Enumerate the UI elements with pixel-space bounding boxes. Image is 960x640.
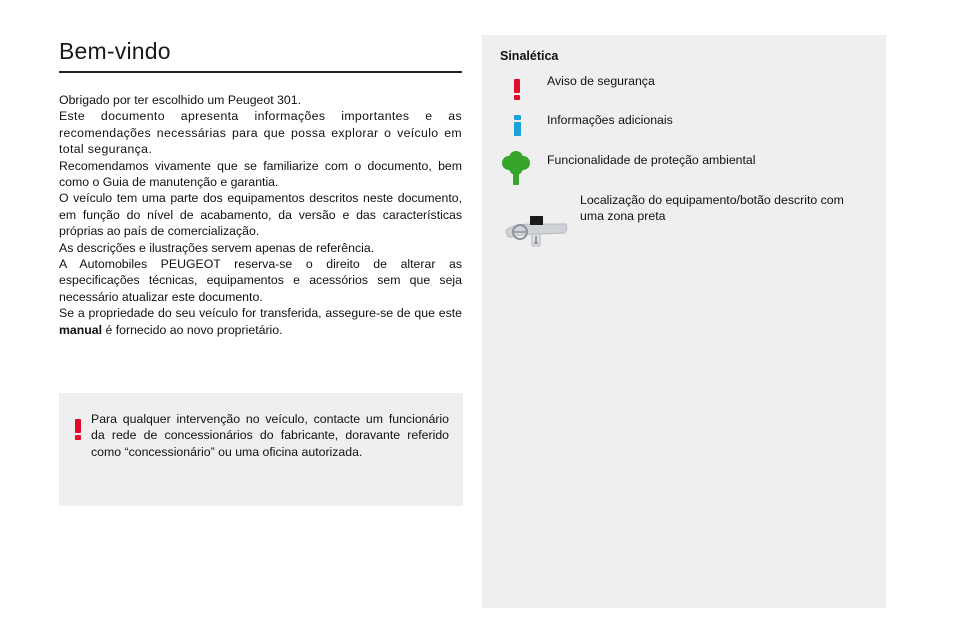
- legend-label: Aviso de segurança: [547, 74, 655, 88]
- environment-tree-icon: [502, 152, 530, 186]
- dashboard-location-icon: [504, 214, 568, 248]
- warning-icon-dot: [75, 435, 81, 440]
- intro-paragraph: [59, 305, 462, 338]
- warning-icon: [75, 419, 81, 440]
- warning-icon-bar: [75, 419, 81, 433]
- intro-text-fragment: Se a propriedade do seu veículo for transferida, assegure-se de que este: [59, 306, 462, 321]
- warning-icon-dot: [514, 95, 520, 100]
- title-divider: [59, 71, 462, 73]
- manual-keyword: manual: [59, 322, 103, 337]
- dealer-note-text: Para qualquer intervenção no veículo, contacte um funcionário da rede de concessionários do fabricante, doravante referido como “concessionário” ou uma oficina autorizada.: [91, 412, 449, 459]
- dealer-note-box: [59, 393, 463, 506]
- intro-paragraph: O veículo tem uma parte dos equipamentos descritos neste documento, em função do nível de acabamento, da versão e das características próprias ao país de comercialização.: [59, 191, 462, 239]
- legend-label: Localização do equipamento/botão descrito com uma zona preta: [580, 193, 844, 224]
- warning-icon-bar: [514, 79, 520, 93]
- tree-stem: [513, 168, 519, 185]
- legend-label: Funcionalidade de proteção ambiental: [547, 153, 756, 167]
- legend-heading: Sinalética: [500, 49, 559, 63]
- intro-text-fragment: é fornecido ao novo proprietário.: [102, 322, 283, 337]
- intro-paragraph: Recomendamos vivamente que se familiarize com o documento, bem como o Guia de manutenção e garantia.: [59, 158, 462, 190]
- intro-paragraph: Obrigado por ter escolhido um Peugeot 301.: [59, 93, 301, 107]
- info-icon: [514, 115, 521, 136]
- intro-paragraph: A Automobiles PEUGEOT reserva-se o direito de alterar as especificações técnicas, equipamentos e acessórios sem que seja necessário atualizar este documento.: [59, 257, 462, 304]
- page-title: Bem-vindo: [59, 38, 171, 64]
- intro-text: [59, 92, 462, 338]
- warning-icon: [514, 79, 520, 100]
- legend-panel: [482, 35, 886, 608]
- intro-paragraph: As descrições e ilustrações servem apenas de referência.: [59, 240, 375, 255]
- info-icon-dot: [514, 115, 521, 120]
- intro-paragraph: Este documento apresenta informações importantes e as recomendações necessárias para que possa explorar o veículo em total segurança.: [59, 109, 462, 157]
- info-icon-bar: [514, 122, 521, 136]
- legend-label: Informações adicionais: [547, 113, 673, 127]
